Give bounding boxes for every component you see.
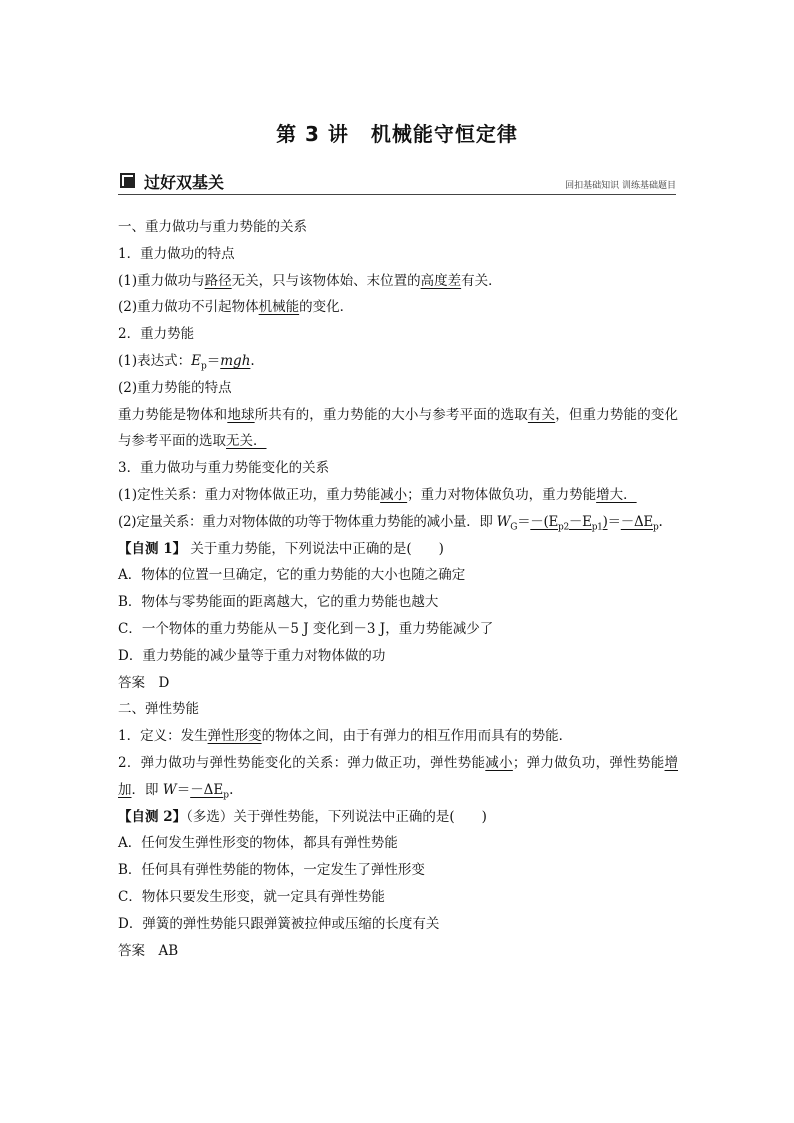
subheading-2: 2．重力势能 — [118, 326, 195, 343]
heading-elastic: 二、弹性势能 — [118, 701, 199, 718]
question-tag: 【自测 1】 — [118, 540, 187, 557]
option-a: A．物体的位置一旦确定，它的重力势能的大小也随之确定 — [118, 567, 466, 584]
option-d: D．弹簧的弹性势能只跟弹簧被拉伸或压缩的长度有关 — [118, 915, 440, 932]
paragraph: (1)定性关系：重力对物体做正功，重力势能减小；重力对物体做负功，重力势能增大． — [118, 486, 637, 503]
paragraph: 1．定义：发生弹性形变的物体之间，由于有弹力的相互作用而具有的势能． — [118, 728, 573, 745]
formula-line: (2)定量关系：重力对物体做的功等于物体重力势能的减小量．即 $W_G=-(E_{p2}-E_{p1})=-\Delta E_p$. — [118, 513, 663, 533]
answer-2: 答案 AB — [118, 942, 179, 959]
paragraph: (1)重力做功与路径无关，只与该物体始、末位置的高度差有关． — [118, 272, 502, 289]
option-a: A．任何发生弹性形变的物体，都具有弹性势能 — [118, 835, 398, 852]
lesson-number: 第 3 讲 — [276, 122, 349, 146]
section-label: 过好双基关 — [144, 173, 225, 192]
question-1: 【自测 1】 关于重力势能，下列说法中正确的是( ) — [118, 540, 444, 557]
subheading-1: 1．重力做功的特点 — [118, 245, 235, 262]
formula-line: (1)表达式：$E_p=mgh$. — [118, 352, 255, 372]
section-header — [118, 168, 676, 196]
paragraph: 2．弹力做功与弹性势能变化的关系：弹力做正功，弹性势能减小；弹力做负功，弹性势能增加．即 $W=-\Delta E_p$. — [118, 754, 679, 801]
option-c: C．物体只要发生形变，就一定具有弹性势能 — [118, 888, 385, 905]
option-b: B．物体与零势能面的距离越大，它的重力势能也越大 — [118, 594, 439, 611]
paragraph: (2)重力做功不引起物体机械能的变化． — [118, 299, 354, 316]
paragraph: (2)重力势能的特点 — [118, 379, 232, 396]
section-subtitle: 回扣基础知识 训练基础题目 — [565, 181, 676, 191]
question-2: 【自测 2】（多选）关于弹性势能，下列说法中正确的是( ) — [118, 808, 487, 825]
heading-gravity-work: 一、重力做功与重力势能的关系 — [118, 219, 307, 235]
option-d: D．重力势能的减少量等于重力对物体做的功 — [118, 647, 386, 664]
section-divider — [118, 194, 676, 195]
lesson-title — [0, 118, 794, 147]
subheading-3: 3．重力做功与重力势能变化的关系 — [118, 460, 330, 477]
question-tag: 【自测 2】 — [118, 808, 187, 825]
paragraph: 重力势能是物体和地球所共有的，重力势能的大小与参考平面的选取有关，但重力势能的变化与参考平面的选取无关． — [118, 406, 679, 450]
answer-1: 答案 D — [118, 674, 170, 691]
option-b: B．任何具有弹性势能的物体，一定发生了弹性形变 — [118, 862, 425, 879]
section-square-icon — [120, 173, 136, 189]
lesson-name: 机械能守恒定律 — [370, 122, 518, 146]
option-c: C．一个物体的重力势能从－5 J 变化到－3 J，重力势能减少了 — [118, 620, 494, 637]
document-body — [118, 214, 678, 964]
